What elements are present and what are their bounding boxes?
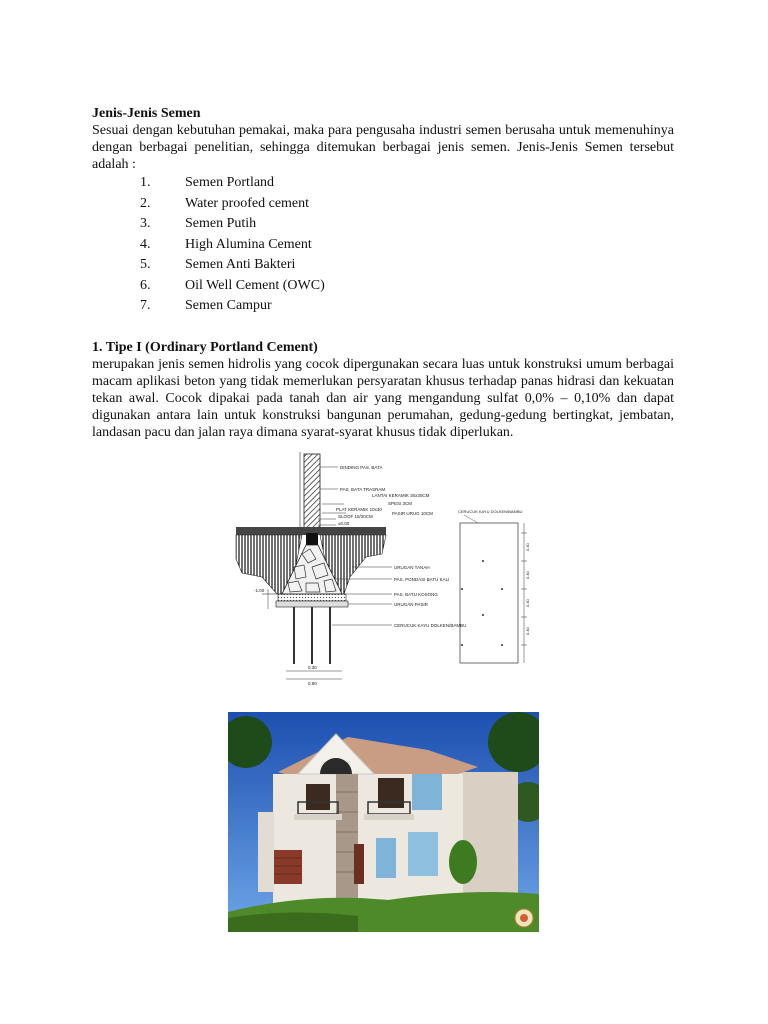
house-rendering-image <box>228 712 539 932</box>
dimension-label: 0.40 <box>525 543 530 551</box>
drawing-label: DINDING PAS. BATA <box>340 465 383 470</box>
brick-wall-shape <box>304 454 320 532</box>
list-number: 7. <box>140 298 151 313</box>
dimension-label: 0.40 <box>525 627 530 635</box>
drawing-label: PAS. PONDASI BATU KALI <box>394 577 450 582</box>
foundation-section-drawing <box>232 449 538 687</box>
list-number: 4. <box>140 236 151 252</box>
document-page <box>92 105 674 441</box>
list-number: 2. <box>140 195 151 211</box>
cement-type-list <box>92 173 674 317</box>
drawing-label: CERUCUK KAYU DOLKEN/BAMBU <box>394 623 467 628</box>
tipe-1-paragraph: merupakan jenis semen hidrolis yang cocok dipergunakan secara luas untuk konstruksi umum berbagai macam aplikasi beton yang tidak memerlukan persyaratan khusus terhadap panas hidrasi dan kekuatan tekan awal. Cocok dipakai pada tanah dan air yang mengandung sulfat 0,0% – 0,10% dan dapat digunakan antara lain untuk konstruksi bangunan perumahan, gedung-gedung bertingkat, jembatan, landasan pacu dan jalan raya dimana syarat-syarat khusus tidak diperlukan. <box>92 356 674 440</box>
drawing-label: PAS. BATU KOSONG <box>394 592 438 597</box>
list-text: Semen Portland <box>185 175 275 190</box>
list-number: 1. <box>140 175 151 190</box>
dimension-label: 0.40 <box>525 599 530 607</box>
list-item <box>92 214 674 235</box>
dimension-label: 0.40 <box>525 571 530 579</box>
list-text: Oil Well Cement (OWC) <box>185 277 325 293</box>
list-item <box>92 235 674 256</box>
drawing-label: CERUCUK KAYU DOLKEN/BAMBU <box>458 509 523 514</box>
list-text: Semen Anti Bakteri <box>185 257 296 272</box>
drawing-label: LANTAI KERAMIK 30x30CM <box>372 493 430 498</box>
drawing-label: URUGAN TANAH <box>394 565 430 570</box>
section-title-jenis-semen: Jenis-Jenis Semen <box>92 106 201 121</box>
list-number: 6. <box>140 277 151 293</box>
dimension-label: 0.80 <box>308 681 317 686</box>
list-text: Semen Putih <box>185 216 257 231</box>
dimension-label: 0.30 <box>308 665 317 670</box>
list-item <box>92 194 674 215</box>
drawing-label: PASIR URUG 10CM <box>392 511 433 516</box>
list-text: Water proofed cement <box>185 195 310 211</box>
drawing-label: PLAT KERAMIK 10x30 <box>336 507 382 512</box>
list-number: 3. <box>140 216 151 231</box>
drawing-label: SPESI 3CM <box>388 501 413 506</box>
list-number: 5. <box>140 257 151 272</box>
list-item <box>92 296 674 317</box>
list-item <box>92 276 674 297</box>
level-label: -1.00 <box>254 588 265 593</box>
drawing-label: SLOOF 15/20CM <box>338 514 373 519</box>
list-item <box>92 255 674 276</box>
list-text: Semen Campur <box>185 298 272 313</box>
list-text: High Alumina Cement <box>185 236 312 252</box>
intro-paragraph: Sesuai dengan kebutuhan pemakai, maka para pengusaha industri semen berusaha untuk memenuhinya dengan berbagai penelitian, sehingga ditemukan berbagai jenis semen. Jenis-Jenis Semen tersebut adalah : <box>92 123 674 172</box>
pile-plan-shape <box>460 523 518 663</box>
drawing-label: URUGAN PASIR <box>394 602 428 607</box>
list-item <box>92 173 674 194</box>
drawing-label: PAS. BATA TRASRAM <box>340 487 386 492</box>
drawing-label: ±0.00 <box>338 521 350 526</box>
section-title-tipe-1: 1. Tipe I (Ordinary Portland Cement) <box>92 339 318 355</box>
